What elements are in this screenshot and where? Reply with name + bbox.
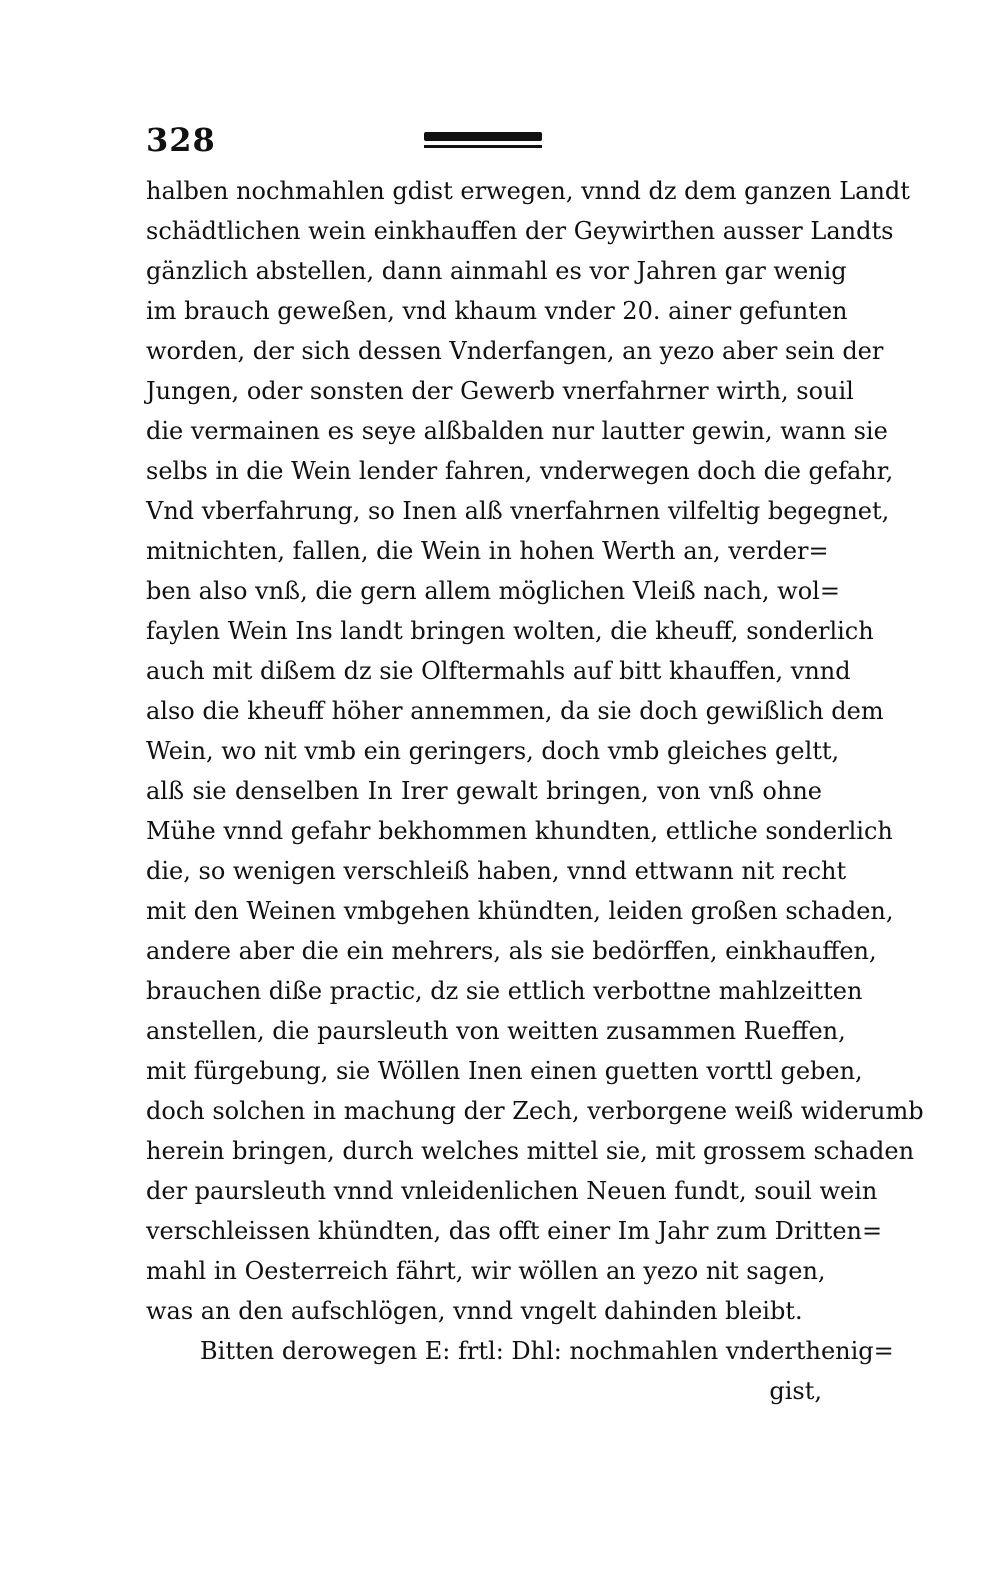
text-line: also die kheuff höher annemmen, da sie doch gewißlich dem <box>146 697 884 725</box>
text-line: mit fürgebung, sie Wöllen Inen einen guetten vorttl geben, <box>146 1057 863 1085</box>
text-line: Mühe vnnd gefahr bekhommen khundten, ettliche sonderlich <box>146 817 893 845</box>
catchword: gist, <box>769 1377 822 1405</box>
text-line: anstellen, die paursleuth von weitten zusammen Rueffen, <box>146 1017 846 1045</box>
text-line: mit den Weinen vmbgehen khündten, leiden großen schaden, <box>146 897 894 925</box>
text-line: doch solchen in machung der Zech, verborgene weiß widerumb <box>146 1097 924 1125</box>
page-number: 328 <box>146 121 216 159</box>
text-line: Wein, wo nit vmb ein geringers, doch vmb gleiches geltt, <box>146 737 840 765</box>
text-line: andere aber die ein mehrers, als sie bedörffen, einkhauffen, <box>146 937 877 965</box>
text-line: brauchen diße practic, dz sie ettlich verbottne mahlzeitten <box>146 977 863 1005</box>
text-line: alß sie denselben In Irer gewalt bringen, von vnß ohne <box>146 777 822 805</box>
text-line: halben nochmahlen gdist erwegen, vnnd dz dem ganzen Landt <box>146 177 910 205</box>
text-line: die, so wenigen verschleiß haben, vnnd ettwann nit recht <box>146 857 847 885</box>
text-line: im brauch geweßen, vnd khaum vnder 20. ainer gefunten <box>146 297 848 325</box>
text-line: worden, der sich dessen Vnderfangen, an yezo aber sein der <box>146 337 884 365</box>
text-line: schädtlichen wein einkhauffen der Geywirthen ausser Landts <box>146 217 894 245</box>
text-line: was an den aufschlögen, vnnd vngelt dahinden bleibt. <box>146 1297 803 1325</box>
text-line: faylen Wein Ins landt bringen wolten, die kheuff, sonderlich <box>146 617 874 645</box>
text-line: selbs in die Wein lender fahren, vnderwegen doch die gefahr, <box>146 457 894 485</box>
text-line: Vnd vberfahrung, so Inen alß vnerfahrnen vilfeltig begegnet, <box>146 497 890 525</box>
text-line: der paursleuth vnnd vnleidenlichen Neuen fundt, souil wein <box>146 1177 878 1205</box>
text-line: Jungen, oder sonsten der Gewerb vnerfahrner wirth, souil <box>146 377 854 405</box>
text-line: die vermainen es seye alßbalden nur lautter gewin, wann sie <box>146 417 888 445</box>
text-line: auch mit dißem dz sie Olftermahls auf bitt khauffen, vnnd <box>146 657 851 685</box>
paragraph-start-line: Bitten derowegen E: frtl: Dhl: nochmahlen vnderthenig= <box>200 1337 894 1365</box>
text-line: gänzlich abstellen, dann ainmahl es vor Jahren gar wenig <box>146 257 847 285</box>
text-line: verschleissen khündten, das offt einer Im Jahr zum Dritten= <box>146 1217 883 1245</box>
text-line: mitnichten, fallen, die Wein in hohen Werth an, verder= <box>146 537 829 565</box>
text-line: ben also vnß, die gern allem möglichen Vleiß nach, wol= <box>146 577 840 605</box>
text-line: herein bringen, durch welches mittel sie, mit grossem schaden <box>146 1137 915 1165</box>
text-line: mahl in Oesterreich fährt, wir wöllen an yezo nit sagen, <box>146 1257 826 1285</box>
